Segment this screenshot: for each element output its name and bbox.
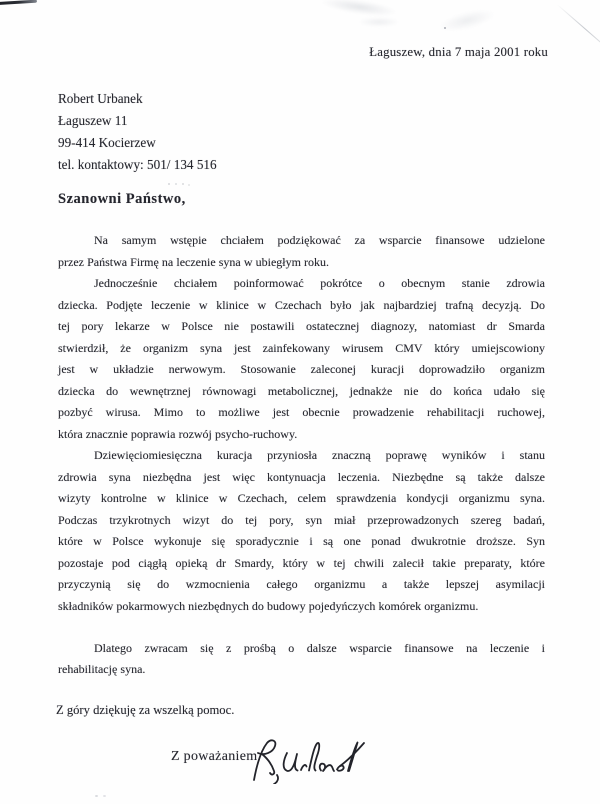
body-line: wizyty kontrolne w klinice w Czechach, celem sprawdzenia kondycji organizmu syna. (58, 491, 545, 505)
signoff-label: Z poważaniem (171, 749, 258, 764)
signature-stroke (274, 775, 278, 784)
signature-stroke (348, 743, 358, 772)
body-line: przyczynią się do wzmocnienia całego organizmu a także lepszej asymilacji (58, 577, 545, 591)
body-line: składników pokarmowych niezbędnych do budowy pojedyńczych komórek organizmu. (58, 598, 479, 613)
date-line: Łaguszew, dnia 7 maja 2001 roku (369, 45, 548, 59)
signature-stroke (301, 765, 307, 770)
sender-city: 99-414 Kocierzew (58, 134, 156, 150)
body-line: która znacznie poprawia rozwój psycho-ruchowy. (58, 426, 298, 441)
paragraph (58, 273, 545, 445)
scan-speck-row (168, 183, 170, 185)
signature-stroke (309, 743, 319, 771)
body-line: stwierdził, że organizm syna jest zainfekowany wirusem CMV który umiejscowiony (58, 340, 545, 355)
salutation: Szanowni Państwo, (58, 191, 186, 207)
sender-name: Robert Urbanek (58, 91, 143, 106)
sender-block (58, 88, 217, 176)
scan-smudge (358, 17, 400, 27)
body-line: dziecka. Podjęte leczenie w klinice w Czechach było jak najbardziej trafną decyzją. Do (58, 297, 545, 312)
body-line: przez Państwa Firmę na leczenie syna w ubiegłym roku. (58, 254, 330, 269)
body-line: dziecka do wewnętrznej równowagi metabolicznej, jednakże nie do końca udało się (58, 383, 545, 398)
sender-street: Łaguszew 11 (58, 112, 128, 128)
paragraph (58, 230, 545, 273)
body-line: pozbyć wirusa. Mimo to możliwe jest obecnie prowadzenie rehabilitacji ruchowej, (58, 405, 545, 419)
body-line: rehabilitację syna. (58, 662, 146, 676)
paragraph (58, 638, 545, 681)
body-line: Podczas trzykrotnych wizyt do tej pory, syn miał przeprowadzonych szereg badań, (58, 512, 545, 527)
signature-stroke (262, 754, 274, 774)
scan-speck (444, 27, 446, 29)
body-line: które w Polsce wykonuje się sporadycznie i są one ponad dwukrotnie droższe. Syn (58, 534, 545, 548)
body-line: zdrowia syna niezbędna jest więc kontynuacja leczenia. Niezbędne są także dalsze (58, 469, 545, 484)
signature-stroke (284, 753, 298, 771)
scan-speck-row (95, 795, 98, 797)
handwritten-signature (249, 738, 365, 784)
paragraph (58, 445, 545, 617)
body-line: jest w układzie nerwowym. Stosowanie zaleconej kuracji doprowadziło organizm (58, 362, 545, 376)
scan-artifact-topright-scratch (557, 4, 600, 46)
scan-smudge (437, 5, 497, 36)
body-line: pozostaje pod ciągłą opieką dr Smardy, który w tej chwili zalecił takie preparaty, które (58, 555, 545, 570)
body-line: Jednocześnie chciałem poinformować pokrótce o obecnym stanie zdrowia (94, 276, 545, 290)
body-line: Dlatego zwracam się z prośbą o dalsze wsparcie finansowe na leczenie i (94, 640, 545, 655)
closing-line: Z góry dziękuję za wszelką pomoc. (56, 703, 235, 717)
signature-stroke (320, 764, 334, 771)
body-line: Na samym wstępie chciałem podziękować za wsparcie finansowe udzielone (94, 233, 545, 247)
body-line: tej pory lekarze w Polsce nie postawili ostatecznej diagnozy, natomiast dr Smarda (58, 319, 545, 333)
body-line: Dziewięciomiesięczna kuracja przyniosła znaczną poprawę wyników i stanu (94, 448, 545, 462)
scan-artifact-topleft-line (0, 0, 37, 4)
letter-body (58, 230, 545, 681)
sender-phone: tel. kontaktowy: 501/ 134 516 (58, 156, 217, 172)
